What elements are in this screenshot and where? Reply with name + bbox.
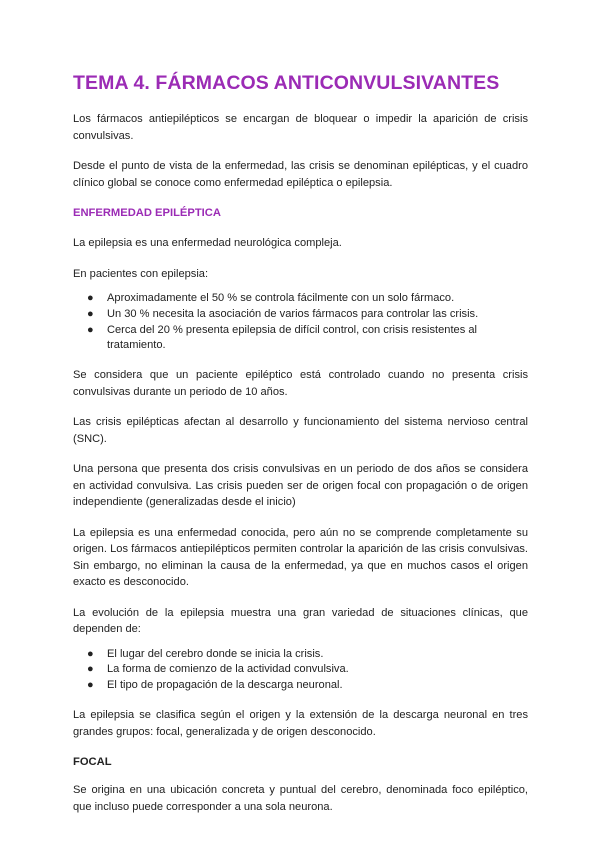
bullet-list-pacientes bbox=[73, 291, 528, 354]
paragraph: La epilepsia es una enfermedad neurológica compleja. bbox=[73, 237, 342, 249]
bullet-icon: ● bbox=[87, 647, 94, 660]
bullet-icon: ● bbox=[87, 292, 94, 304]
list-item: ● Aproximadamente el 50 % se controla fácilmente con un solo fármaco. bbox=[107, 291, 528, 307]
bullet-icon: ● bbox=[87, 323, 94, 336]
intro-paragraph-2: Desde el punto de vista de la enfermedad, las crisis se denominan epilépticas, y el cuadro clínico global se conoce como enfermedad epiléptica o epilepsia. bbox=[73, 160, 528, 189]
list-item: ● Cerca del 20 % presenta epilepsia de difícil control, con crisis resistentes al tratamiento. bbox=[87, 323, 477, 352]
page-content bbox=[73, 72, 528, 829]
bullet-icon: ● bbox=[87, 663, 94, 676]
paragraph: Se origina en una ubicación concreta y puntual del cerebro, denominada foco epiléptico, que incluso puede corresponder a una sola neurona. bbox=[73, 784, 528, 813]
bullet-list-evolucion bbox=[73, 647, 528, 694]
list-item: ● Un 30 % necesita la asociación de varios fármacos para controlar las crisis. bbox=[107, 307, 528, 323]
list-item: ● El tipo de propagación de la descarga neuronal. bbox=[107, 678, 528, 694]
list-item: ● La forma de comienzo de la actividad convulsiva. bbox=[107, 662, 528, 678]
paragraph: Las crisis epilépticas afectan al desarrollo y funcionamiento del sistema nervioso central (SNC). bbox=[73, 416, 528, 445]
page-title: TEMA 4. FÁRMACOS ANTICONVULSIVANTES bbox=[73, 72, 500, 94]
paragraph: En pacientes con epilepsia: bbox=[73, 267, 209, 280]
paragraph: La evolución de la epilepsia muestra una gran variedad de situaciones clínicas, que dependen de: bbox=[73, 606, 528, 636]
paragraph: La epilepsia es una enfermedad conocida, pero aún no se comprende completamente su origen. Los fármacos antiepilépticos permiten controlar la aparición de las crisis convulsivas. Sin embargo, no eliminan la causa de la enfermedad, ya que en muchos casos el origen exacto es desconocido. bbox=[73, 526, 528, 589]
paragraph: Una persona que presenta dos crisis convulsivas en un periodo de dos años se considera en actividad convulsiva. Las crisis pueden ser de origen focal con propagación o de origen independiente (generalizadas desde el inicio) bbox=[73, 463, 528, 509]
paragraph: Se considera que un paciente epiléptico está controlado cuando no presenta crisis convulsivas durante un periodo de 10 años. bbox=[73, 369, 528, 398]
paragraph: La epilepsia se clasifica según el origen y la extensión de la descarga neuronal en tres grandes grupos: focal, generalizada y de origen desconocido. bbox=[73, 709, 528, 738]
intro-paragraph-1: Los fármacos antiepilépticos se encargan de bloquear o impedir la aparición de crisis convulsivas. bbox=[73, 113, 528, 142]
section-heading-enfermedad: ENFERMEDAD EPILÉPTICA bbox=[73, 207, 221, 219]
bullet-icon: ● bbox=[87, 679, 94, 692]
list-item: ● El lugar del cerebro donde se inicia la crisis. bbox=[107, 647, 528, 663]
bullet-icon: ● bbox=[87, 307, 94, 320]
section-heading-focal: FOCAL bbox=[73, 756, 112, 769]
